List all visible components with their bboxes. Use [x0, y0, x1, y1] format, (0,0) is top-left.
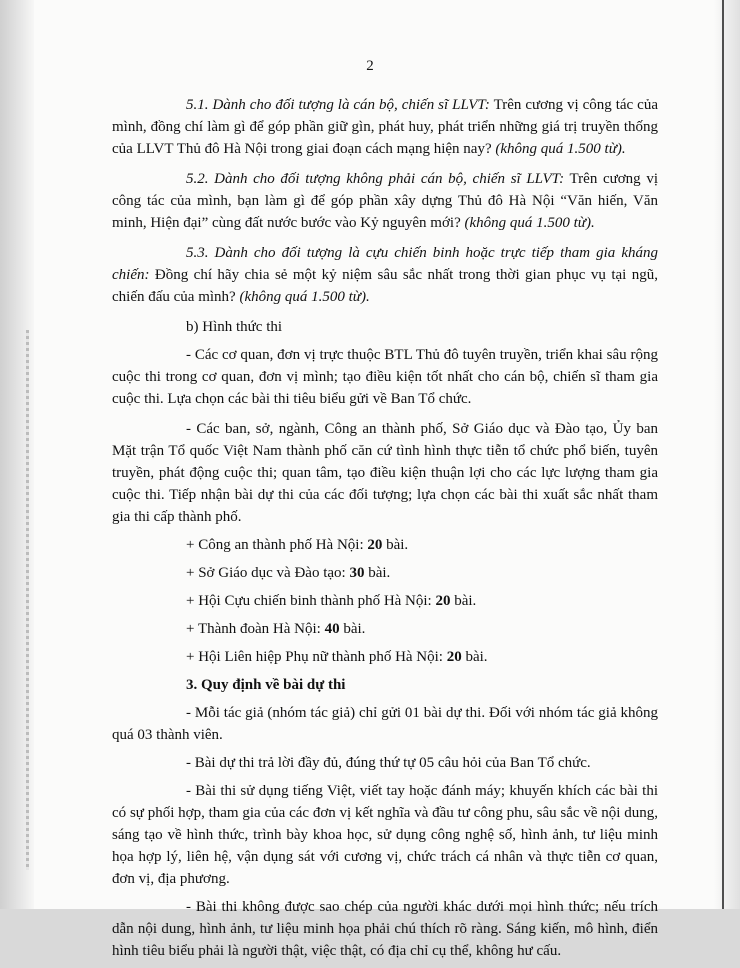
item-text: Đồng chí hãy chia sẻ một kỷ niệm sâu sắc nhất trong thời gian phục vụ tại ngũ, chiến đấu của mình? — [112, 267, 658, 305]
quota-suffix: bài. — [364, 565, 391, 581]
item-5-2 — [112, 168, 658, 234]
quota-count: 20 — [367, 537, 383, 553]
item-text: Trên cương vị công tác của mình, đồng chí làm gì để góp phần giữ gìn, phát huy, phát triển những giá trị truyền thống của LLVT Thủ đô Hà Nội trong giai đoạn cách mạng hiện nay? — [112, 97, 658, 157]
scan-right-edge — [714, 0, 740, 909]
quota-suffix: bài. — [450, 593, 477, 609]
quota-item — [112, 562, 658, 584]
quota-count: 20 — [435, 593, 451, 609]
item-5-3 — [112, 242, 658, 308]
quota-suffix: bài. — [339, 621, 366, 637]
item-5-1 — [112, 94, 658, 160]
quota-item — [112, 534, 658, 556]
quota-count: 20 — [446, 649, 462, 665]
paragraph: - Bài dự thi trả lời đầy đủ, đúng thứ tự 05 câu hỏi của Ban Tổ chức. — [186, 755, 591, 771]
quota-count: 40 — [324, 621, 340, 637]
paragraph: - Các cơ quan, đơn vị trực thuộc BTL Thủ đô tuyên truyền, triển khai sâu rộng cuộc thi trong cơ quan, đơn vị mình; tạo điều kiện tốt nhất cho cán bộ, chiến sĩ tham gia cuộc thi. Lựa chọn các bài thi tiêu biểu gửi về Ban Tổ chức. — [112, 347, 658, 407]
quota-label: + Công an thành phố Hà Nội: — [186, 537, 368, 553]
quota-item — [112, 646, 658, 668]
quota-label: + Hội Liên hiệp Phụ nữ thành phố Hà Nội: — [186, 649, 447, 665]
quota-item — [112, 590, 658, 612]
quota-label: + Sở Giáo dục và Đào tạo: — [186, 565, 350, 581]
paragraph: - Bài thi không được sao chép của người khác dưới mọi hình thức; nếu trích dẫn nội dung, hình ảnh, tư liệu minh họa phải chú thích rõ ràng. Sáng kiến, mô hình, điển hình tiêu biểu phải là người thật, việc thật, có địa chỉ cụ thể, không hư cấu. — [112, 899, 658, 959]
scan-left-edge — [0, 0, 34, 909]
quota-suffix: bài. — [461, 649, 488, 665]
quota-item — [112, 618, 658, 640]
word-limit-note: (không quá 1.500 từ). — [239, 289, 370, 305]
quota-label: + Thành đoàn Hà Nội: — [186, 621, 325, 637]
word-limit-note: (không quá 1.500 từ). — [464, 215, 595, 231]
section-b-heading: b) Hình thức thi — [186, 319, 283, 335]
word-limit-note: (không quá 1.500 từ). — [495, 141, 626, 157]
paragraph: - Mỗi tác giả (nhóm tác giả) chỉ gửi 01 bài dự thi. Đối với nhóm tác giả không quá 03 thành viên. — [112, 705, 658, 743]
paragraph: - Bài thi sử dụng tiếng Việt, viết tay hoặc đánh máy; khuyến khích các bài thi có sự phối hợp, tham gia của các đơn vị kết nghĩa và đầu tư công phu, sâu sắc về nội dung, sáng tạo về hình thức, trình bày khoa học, sử dụng công nghệ số, hình ảnh, tư liệu minh họa hợp lý, liên hệ, vận dụng sát với cương vị, chức trách cá nhân và thực tiễn cơ quan, đơn vị, địa phương. — [112, 783, 658, 887]
document-body — [112, 94, 658, 968]
quota-label: + Hội Cựu chiến binh thành phố Hà Nội: — [186, 593, 436, 609]
quota-suffix: bài. — [382, 537, 409, 553]
paragraph: - Các ban, sở, ngành, Công an thành phố, Sở Giáo dục và Đào tạo, Ủy ban Mặt trận Tổ quốc Việt Nam thành phố căn cứ tình hình thực tiễn tổ chức phổ biến, tuyên truyền, phát động cuộc thi; quan tâm, tạo điều kiện thuận lợi cho các lực lượng tham gia cuộc thi. Tiếp nhận bài dự thi của các đối tượng; lựa chọn các bài thi xuất sắc nhất tham gia thi cấp thành phố. — [112, 421, 658, 525]
section-3-heading: 3. Quy định về bài dự thi — [186, 677, 346, 693]
item-text: Trên cương vị công tác của mình, bạn làm gì để góp phần xây dựng Thủ đô Hà Nội “Văn hiến, Văn minh, Hiện đại” cùng đất nước bước vào Kỷ nguyên mới? — [112, 171, 658, 231]
quota-count: 30 — [349, 565, 365, 581]
item-label: 5.2. Dành cho đối tượng không phải cán bộ, chiến sĩ LLVT: — [186, 171, 565, 187]
item-label: 5.1. Dành cho đối tượng là cán bộ, chiến sĩ LLVT: — [186, 97, 490, 113]
item-label: 5.3. Dành cho đối tượng là cựu chiến binh hoặc trực tiếp tham gia kháng chiến: — [112, 245, 658, 283]
page-number: 2 — [366, 58, 374, 74]
